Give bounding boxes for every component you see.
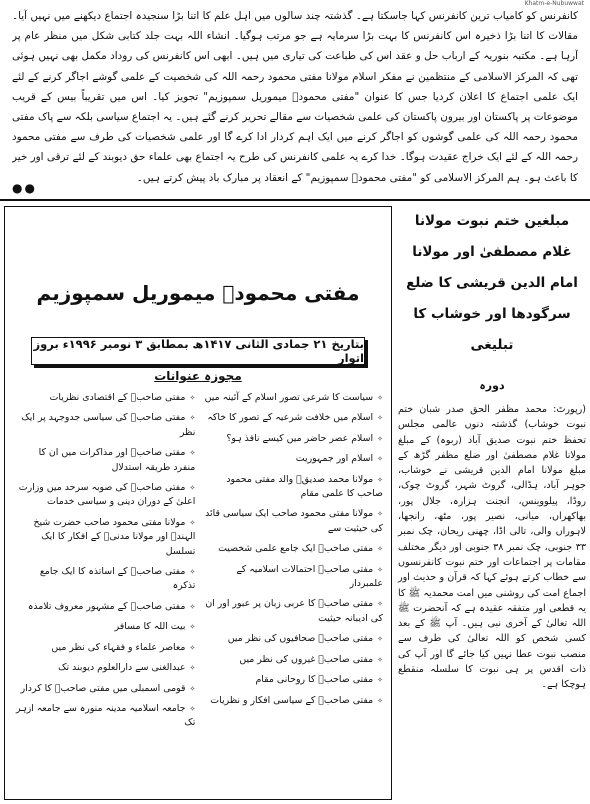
topic-item: ✧ معاصر علماء و فقہاء کی نظر میں — [15, 641, 195, 655]
topic-item: ✧ مفتی صاحبؒ صحافیوں کی نظر میں — [203, 632, 383, 646]
symposium-title: مفتی محمودؒ میموریل سمپوزیم — [36, 281, 360, 305]
topics-columns — [15, 391, 383, 793]
masthead-label: Khatm-e-Nubuwwat — [524, 0, 584, 7]
topic-item: ✧ مولانا محمد صدیقؒ والد مفتی محمود صاحب کا علمی مقام — [203, 473, 383, 502]
topic-item: ✧ مفتی صاحبؒ کا روحانی مقام — [203, 673, 383, 687]
closing-mark: ●● — [12, 181, 37, 195]
topic-item: ✧ مفتی صاحبؒ احتمالات اسلامیہ کے علمبردار — [203, 563, 383, 592]
topic-item: ✧ مفتی صاحبؒ کی صوبہ سرحد میں وزارت اعلیٰ کے دوران دینی و سیاسی خدمات — [15, 481, 195, 510]
topic-item: ✧ مفتی صاحبؒ کے اقتصادی نظریات — [15, 391, 195, 405]
report-subheading: دورہ — [479, 379, 505, 392]
topic-item: ✧ مفتی صاحبؒ اور مذاکرات میں ان کا منفرد طریقہ استدلال — [15, 446, 195, 475]
date-banner: بتاریخ ۲۱ جمادی الثانی ۱۴۱۷ھ بمطابق ۳ نومبر ۱۹۹۶ء بروز اتوار — [31, 337, 365, 365]
report-body: (رپورٹ: محمد مظفر الحق صدر شبان ختم نبوت خوشاب) گذشتہ دنوں عالمی مجلس تحفظ ختم نبوت صدیق آباد (ربوہ) کے مبلغ مولانا غلام مصطفیٰ اور ضلع مظفر گڑھ کے مبلغ مولانا امام الدین قریشی نے خوشاب، جوہر آباد، ہڈالی، گروٹ شہر، گروٹ چوک، روڈا، پیلووینس، انجنت ہزارہ، جلال پور، بھاکھراں، میانی، نصیر پور، مٹھ، رانجھا، لاہوراں والی، تالی اڈا، چھنی ریحان، چک نمبر ۳۳ جنوبی، چک نمبر ۳۸ جنوبی اور دیگر مختلف مقامات پر اجتماعات اور ختم نبوت کانفرنسوں سے خطاب کرتے ہوئے کہا کہ قرآن و حدیث اور اجماع امت کی روشنی میں امت محمدیہ ﷺ کا یہ قطعی اور متفقہ عقیدہ ہے کہ آنحضرت ﷺ اللہ تعالیٰ کے آخری نبی ہیں۔ آپ ﷺ کے بعد کسی شخص کو اللہ تعالیٰ کی طرف سے منصب نبوت عطا نہیں کیا جائے گا اور آپ کی ذات اقدس پر ہی نبوت کا سلسلہ منقطع ہوچکا ہے۔ — [398, 404, 586, 691]
report-heading: مبلغین ختم نبوت مولانا غلام مصطفیٰ اور مولانا امام الدین قریشی کا ضلع سرگودھا اور خوشاب کا تبلیغی — [406, 213, 578, 353]
topic-item: ✧ اسلام اور جمہوریت — [203, 452, 383, 466]
topic-item: ✧ مفتی صاحبؒ کا عربی زبان پر عبور اور ان کی ادیبانہ حیثیت — [203, 597, 383, 626]
topic-item: ✧ مفتی صاحبؒ کے سیاسی افکار و نظریات — [203, 694, 383, 708]
topic-item: ✧ بیت اللہ کا مسافر — [15, 620, 195, 634]
topic-item: ✧ مفتی صاحبؒ غیروں کی نظر میں — [203, 653, 383, 667]
topic-item: ✧ مفتی صاحبؒ ایک جامع علمی شخصیت — [203, 542, 383, 556]
topic-item: ✧ جامعہ اسلامیہ مدینہ منورہ سے جامعہ ازہر تک — [15, 702, 195, 731]
symposium-box — [4, 206, 392, 800]
topic-item: ✧ اسلام عصر حاضر میں کیسے نافذ ہو؟ — [203, 432, 383, 446]
topic-item: ✧ مفتی صاحبؒ کی سیاسی جدوجہد پر ایک نظر — [15, 411, 195, 440]
topics-list-left — [15, 391, 195, 793]
topic-item: ✧ قومی اسمبلی میں مفتی صاحبؒ کا کردار — [15, 682, 195, 696]
topic-item: ✧ مفتی صاحبؒ کے مشہور معروف تلامذہ — [15, 600, 195, 614]
tour-report-column — [398, 206, 586, 804]
topic-item: ✧ مفتی صاحبؒ کے اساتذہ کا ایک جامع تذکرہ — [15, 565, 195, 594]
section-divider — [0, 199, 590, 201]
intro-paragraph: کانفرنس کو کامیاب ترین کانفرنس کہا جاسکتا ہے۔ گذشتہ چند سالوں میں اہل علم کا اتنا بڑا سنجیدہ اجتماع دیکھنے میں نہیں آیا۔ مقالات کا اتنا بڑا ذخیرہ اس کانفرنس کا بہت بڑا سرمایہ ہے جو مرتب ہوگیا۔ انشاء اللہ بہت جلد کتابی شکل میں منظر عام پر آرہا ہے۔ مکتبہ بنوریہ کے ارباب حل و عقد اس کی طباعت کی تیاری میں ہیں۔ ابھی اس کانفرنس کی روداد مکمل بھی نہیں ہوئی تھی کہ المرکز الاسلامی کے منتظمین نے مفکر اسلام مولانا مفتی محمود رحمہ اللہ کی شخصیت کے علمی گوشے اجاگر کرنے کے لئے ایک علمی اجتماع کا اعلان کردیا جس کا عنوان "مفتی محمودؒ میموریل سمپوزیم" تجویز کیا۔ اس میں تقریباً بیس کے قریب موضوعات پر پاکستان اور بیرون پاکستان کی علمی شخصیات سے مقالے تحریر کرنے گئے ہیں۔ یہ اجتماع سیاسی بلکہ سے پاک مفتی محمود رحمہ اللہ کی علمی گوشوں کو اجاگر کرنے میں ایک اہم کردار ادا کرے گا اور علمی شخصیات کی طرف سے مفتی محمود رحمہ اللہ کے لئے ایک خراج عقیدت ہوگا۔ خدا کرے یہ علمی کانفرنس کی طرح یہ اجتماع بھی علماء حق دیوبند کے لئے ترقی اور خیر کا باعث ہو۔ ہم المرکز الاسلامی کو "مفتی محمودؒ سمپوزیم" کے انعقاد پر مبارک باد پیش کرتے ہیں۔ — [12, 10, 578, 184]
topics-heading: مجوزہ عنوانات — [154, 369, 242, 383]
topic-item: ✧ سیاست کا شرعی تصور اسلام کے آئینہ میں — [203, 391, 383, 405]
topic-item: ✧ اسلام میں خلافت شرعیہ کے تصور کا خاکہ — [203, 411, 383, 425]
topic-item: ✧ مولانا مفتی محمود صاحب حضرت شیخ الہندؒ اور مولانا مدنیؒ کے افکار کا ایک تسلسل — [15, 516, 195, 559]
topic-item: ✧ عبدالغنی سے دارالعلوم دیوبند تک — [15, 661, 195, 675]
topic-item: ✧ مولانا مفتی محمود صاحب ایک سیاسی قائد کی حیثیت سے — [203, 507, 383, 536]
topics-list-right — [203, 391, 383, 793]
